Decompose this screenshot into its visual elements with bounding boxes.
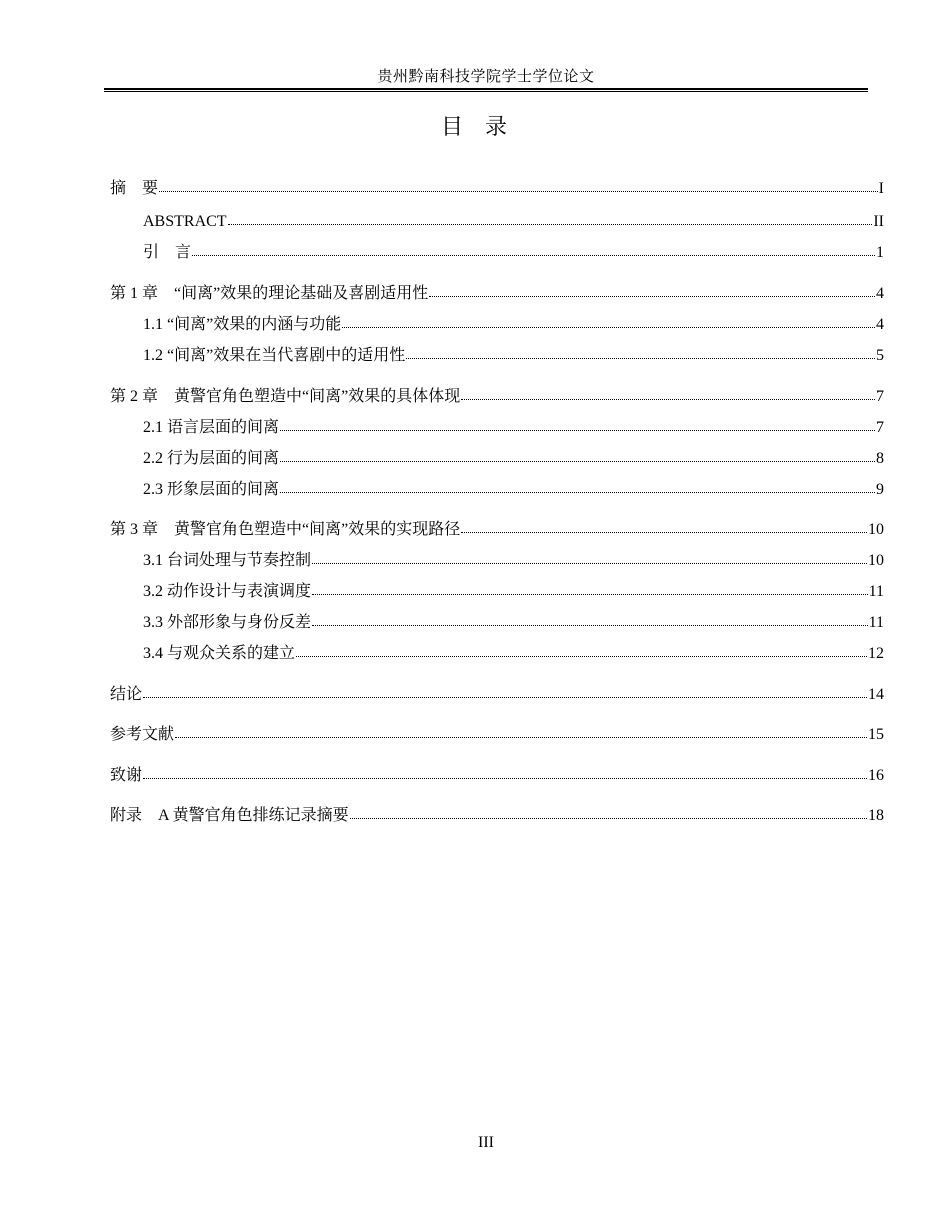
- toc-leader-dots: [280, 492, 875, 493]
- toc-entry-section-2-1[interactable]: [143, 417, 884, 439]
- toc-entry-label: 1.1 “间离”效果的内涵与功能: [143, 316, 342, 333]
- toc-entry-label: 第 2 章 黄警官角色塑造中“间离”效果的具体体现: [110, 388, 461, 405]
- toc-title: 目录: [440, 114, 529, 139]
- toc-leader-dots: [296, 656, 867, 657]
- toc-entry-label: 引 言: [143, 244, 192, 261]
- toc-leader-dots: [342, 327, 875, 328]
- toc-entry-page: 7: [876, 419, 884, 436]
- toc-entry-references[interactable]: [110, 724, 884, 746]
- toc-leader-dots: [406, 358, 875, 359]
- footer-page-number: III: [478, 1134, 494, 1151]
- toc-entry-chapter-3[interactable]: [110, 519, 884, 541]
- toc-entry-label: 3.4 与观众关系的建立: [143, 645, 296, 662]
- toc-entry-page: 12: [868, 645, 884, 662]
- toc-leader-dots: [350, 818, 867, 819]
- toc-entry-label: 3.2 动作设计与表演调度: [143, 583, 312, 600]
- toc-entry-label: 第 1 章 “间离”效果的理论基础及喜剧适用性: [110, 285, 429, 302]
- toc-leader-dots: [312, 625, 868, 626]
- toc-leader-dots: [192, 255, 875, 256]
- toc-entry-page: 1: [876, 244, 884, 261]
- toc-leader-dots: [143, 778, 867, 779]
- toc-entry-abstract-en[interactable]: [143, 211, 884, 233]
- toc-entry-section-3-4[interactable]: [143, 643, 884, 665]
- toc-entry-chapter-1[interactable]: [110, 283, 884, 305]
- toc-entry-label: 结论: [110, 686, 143, 703]
- toc-entry-label: 3.1 台词处理与节奏控制: [143, 552, 312, 569]
- toc-entry-label: 摘 要: [110, 180, 159, 197]
- toc-entry-label: 第 3 章 黄警官角色塑造中“间离”效果的实现路径: [110, 521, 461, 538]
- toc-entry-page: 5: [876, 347, 884, 364]
- running-header: 贵州黔南科技学院学士学位论文: [377, 69, 595, 85]
- toc-leader-dots: [143, 697, 867, 698]
- toc-entry-page: 4: [876, 285, 884, 302]
- toc-leader-dots: [159, 191, 878, 192]
- toc-leader-dots: [228, 224, 873, 225]
- header-rule: [104, 88, 868, 92]
- toc-entry-section-2-2[interactable]: [143, 448, 884, 470]
- toc-leader-dots: [280, 461, 875, 462]
- toc-entry-page: 11: [868, 583, 884, 600]
- toc-entry-page: II: [873, 213, 884, 230]
- toc-entry-appendix-a[interactable]: [110, 805, 884, 827]
- toc-entry-section-1-2[interactable]: [143, 345, 884, 367]
- toc-entry-page: 11: [868, 614, 884, 631]
- toc-entry-page: 8: [876, 450, 884, 467]
- toc-entry-label: 2.3 形象层面的间离: [143, 481, 280, 498]
- toc-entry-conclusion[interactable]: [110, 684, 884, 706]
- toc-entry-label: 附录 A 黄警官角色排练记录摘要: [110, 807, 349, 824]
- toc-entry-page: 4: [876, 316, 884, 333]
- toc-entry-page: 9: [876, 481, 884, 498]
- toc-leader-dots: [429, 296, 875, 297]
- toc-entry-page: I: [878, 180, 884, 197]
- toc-entry-section-1-1[interactable]: [143, 314, 884, 336]
- toc-entry-section-3-1[interactable]: [143, 550, 884, 572]
- toc-entry-section-3-2[interactable]: [143, 581, 884, 603]
- toc-entry-page: 7: [876, 388, 884, 405]
- toc-entry-label: 致谢: [110, 767, 143, 784]
- toc-entry-label: 2.2 行为层面的间离: [143, 450, 280, 467]
- toc-leader-dots: [312, 594, 868, 595]
- toc-leader-dots: [175, 737, 867, 738]
- toc-entry-page: 18: [868, 807, 884, 824]
- toc-leader-dots: [461, 532, 867, 533]
- toc-entry-abstract-cn[interactable]: [110, 178, 884, 200]
- toc-leader-dots: [461, 399, 875, 400]
- toc-entry-label: ABSTRACT: [143, 213, 227, 230]
- toc-entry-page: 10: [868, 552, 884, 569]
- toc-entry-page: 10: [868, 521, 884, 538]
- toc-entry-page: 16: [868, 767, 884, 784]
- toc-entry-introduction[interactable]: [143, 242, 884, 264]
- toc-leader-dots: [280, 430, 875, 431]
- toc-leader-dots: [312, 563, 867, 564]
- toc-entry-section-2-3[interactable]: [143, 479, 884, 501]
- toc-entry-label: 参考文献: [110, 726, 175, 743]
- toc-entry-acknowledgements[interactable]: [110, 765, 884, 787]
- toc-entry-label: 2.1 语言层面的间离: [143, 419, 280, 436]
- toc-entry-section-3-3[interactable]: [143, 612, 884, 634]
- toc-entry-label: 1.2 “间离”效果在当代喜剧中的适用性: [143, 347, 406, 364]
- toc-entry-page: 14: [868, 686, 884, 703]
- toc-entry-chapter-2[interactable]: [110, 386, 884, 408]
- toc-entry-label: 3.3 外部形象与身份反差: [143, 614, 312, 631]
- toc-entry-page: 15: [868, 726, 884, 743]
